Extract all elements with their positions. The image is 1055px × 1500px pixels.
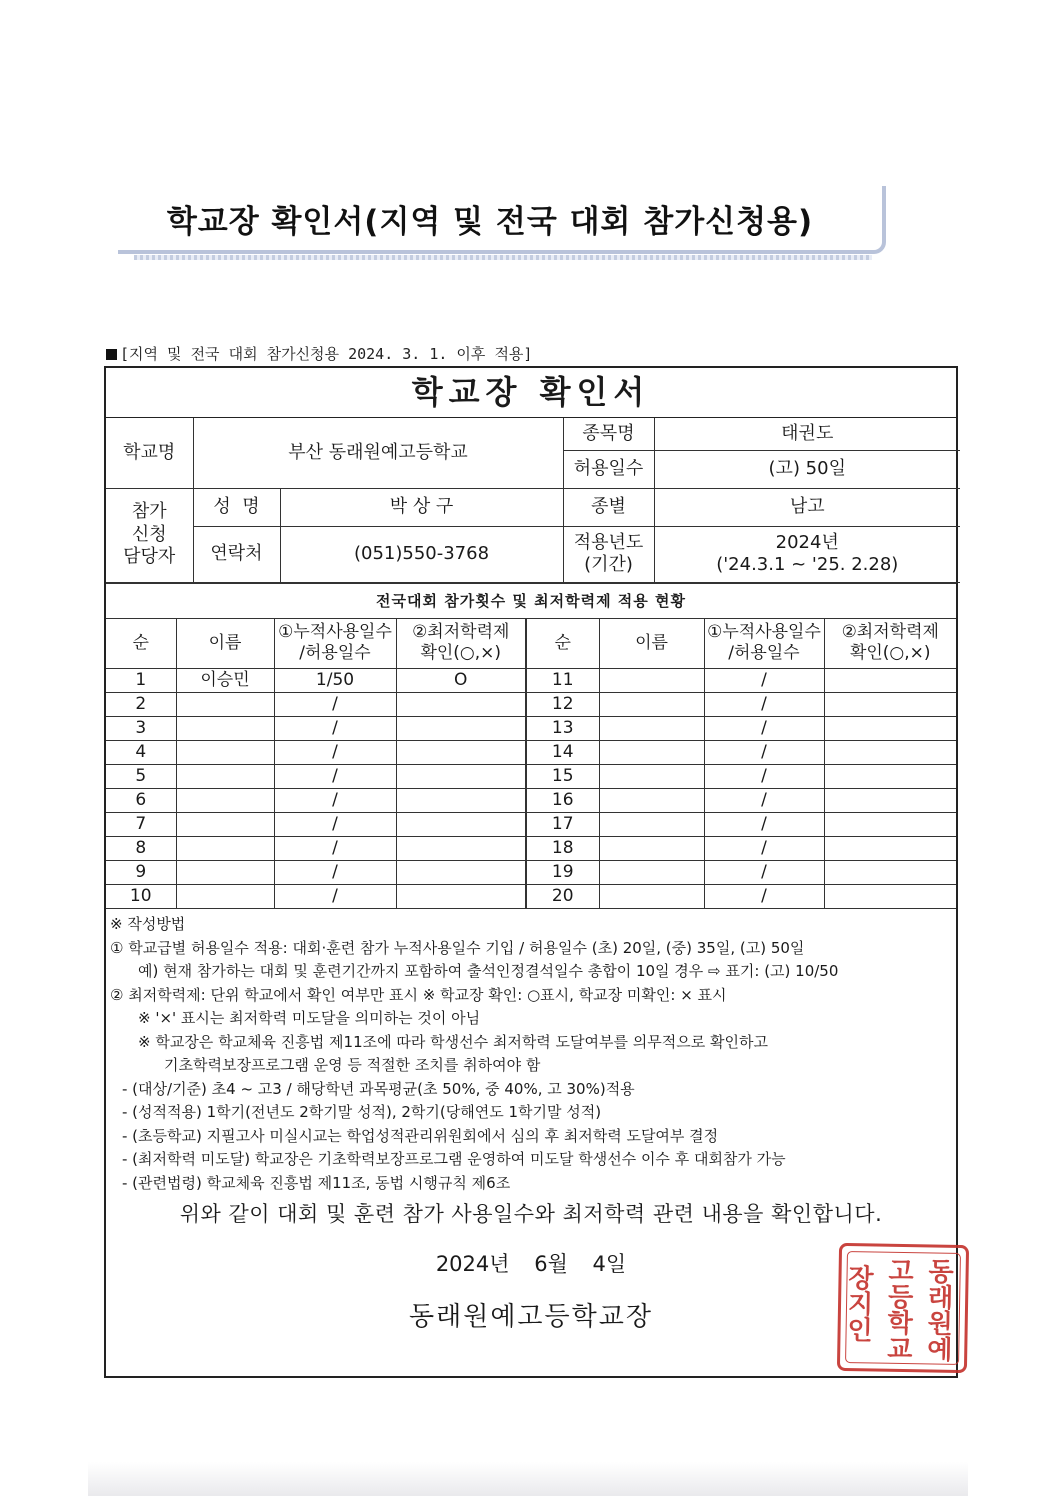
row-name (176, 837, 274, 861)
row-name (176, 717, 274, 741)
status-row (106, 669, 956, 693)
status-row (106, 861, 956, 885)
year-value: 2024년 ('24.3.1 ~ '25. 2.28) (654, 526, 960, 582)
row-number: 14 (526, 741, 599, 765)
seal-text-col3: 장지인 (842, 1263, 874, 1343)
instructions-heading: ※ 작성방법 (110, 915, 186, 933)
row-check (396, 837, 526, 861)
row-number: 2 (106, 693, 176, 717)
status-row (106, 717, 956, 741)
year-label: 적용년도 (기간) (563, 526, 654, 582)
row-days: / (704, 789, 824, 813)
row-number: 3 (106, 717, 176, 741)
form-title: 학교장 확인서 (106, 368, 956, 418)
event-value: 태권도 (654, 418, 960, 450)
header-days: ①누적사용일수 /허용일수 (274, 619, 396, 669)
instruction-line: ※ 학교장은 학교체육 진흥법 제11조에 따라 학생선수 최저학력 도달여부를 의무적으로 확인하고 (138, 1032, 768, 1051)
status-row (106, 693, 956, 717)
row-days: / (704, 669, 824, 693)
row-check (824, 693, 956, 717)
status-row (106, 741, 956, 765)
square-bullet-icon (106, 349, 117, 360)
name-value: 박 상 구 (280, 488, 563, 526)
row-number: 17 (526, 813, 599, 837)
row-days: / (274, 885, 396, 909)
confirmation-statement: 위와 같이 대회 및 훈련 참가 사용일수와 최저학력 관련 내용을 확인합니다. (179, 1202, 883, 1226)
row-name (176, 789, 274, 813)
row-number: 20 (526, 885, 599, 909)
row-name (176, 741, 274, 765)
school-label: 학교명 (106, 418, 193, 488)
row-check (396, 693, 526, 717)
row-name (176, 813, 274, 837)
row-name (176, 861, 274, 885)
row-days: / (704, 813, 824, 837)
row-days: / (704, 693, 824, 717)
row-days: / (704, 885, 824, 909)
contact-value: (051)550-3768 (280, 526, 563, 582)
info-table (106, 418, 960, 583)
row-name (176, 765, 274, 789)
row-name (176, 693, 274, 717)
confirmation-form (104, 366, 958, 1378)
seal-text-col2: 고등학교 (882, 1256, 914, 1362)
instruction-line: - (대상/기준) 초4 ~ 고3 / 해당학년 과목평균(초 50%, 중 40%, 고 30%)적용 (122, 1079, 635, 1098)
row-number: 19 (526, 861, 599, 885)
row-number: 12 (526, 693, 599, 717)
school-value: 부산 동래원예고등학교 (193, 418, 563, 488)
row-check (824, 861, 956, 885)
status-table (106, 619, 956, 910)
row-check (824, 813, 956, 837)
instruction-line: 예) 현재 참가하는 대회 및 훈련기간까지 포함하여 출석인정결석일수 총합이 10일 경우 ⇨ 표기: (고) 10/50 (138, 962, 839, 980)
row-check (824, 669, 956, 693)
header-no: 순 (526, 619, 599, 669)
notice-text: [지역 및 전국 대회 참가신청용 2024. 3. 1. 이후 적용] (120, 345, 533, 363)
row-check (824, 789, 956, 813)
row-number: 9 (106, 861, 176, 885)
row-days: / (274, 765, 396, 789)
row-name (599, 717, 704, 741)
row-number: 7 (106, 813, 176, 837)
row-days: / (704, 741, 824, 765)
row-name (599, 741, 704, 765)
row-check (824, 837, 956, 861)
instruction-line: ② 최저학력제: 단위 학교에서 확인 여부만 표시 ※ 학교장 확인: ○표시, 학교장 미확인: × 표시 (110, 985, 727, 1004)
header-no: 순 (106, 619, 176, 669)
row-number: 8 (106, 837, 176, 861)
row-check (396, 861, 526, 885)
row-check: O (396, 669, 526, 693)
principal-signature: 동래원예고등학교장 (408, 1302, 654, 1332)
header-check: ②최저학력제 확인(○,×) (396, 619, 526, 669)
instruction-line: - (초등학교) 지필고사 미실시교는 학업성적관리위원회에서 심의 후 최저학력 도달여부 결정 (122, 1126, 719, 1145)
row-name (599, 765, 704, 789)
instruction-line: - (성적적용) 1학기(전년도 2학기말 성적), 2학기(당해연도 1학기말 성적) (122, 1103, 602, 1121)
status-row (106, 837, 956, 861)
row-number: 1 (106, 669, 176, 693)
row-name (599, 885, 704, 909)
row-number: 10 (106, 885, 176, 909)
instructions (106, 909, 956, 1195)
row-days: / (704, 717, 824, 741)
row-check (824, 741, 956, 765)
row-days: / (704, 837, 824, 861)
name-label: 성 명 (193, 488, 280, 526)
row-days: / (274, 813, 396, 837)
row-number: 4 (106, 741, 176, 765)
status-header-row (106, 619, 956, 669)
applicant-label: 참가 신청 담당자 (106, 488, 193, 582)
issue-date: 2024년 6월 4일 (435, 1252, 627, 1276)
row-number: 6 (106, 789, 176, 813)
row-number: 16 (526, 789, 599, 813)
instruction-line: ① 학교급별 허용일수 적용: 대회·훈련 참가 누적사용일수 기입 / 허용일수 (초) 20일, (중) 35일, (고) 50일 (110, 938, 805, 957)
row-name (176, 885, 274, 909)
instruction-line: 기초학력보장프로그램 운영 등 적절한 조치를 취하여야 함 (164, 1056, 541, 1074)
header-days: ①누적사용일수 /허용일수 (704, 619, 824, 669)
event-label: 종목명 (563, 418, 654, 450)
row-check (396, 885, 526, 909)
row-number: 11 (526, 669, 599, 693)
row-days: 1/50 (274, 669, 396, 693)
row-days: / (274, 693, 396, 717)
status-row (106, 789, 956, 813)
instruction-line: - (관련법령) 학교체육 진흥법 제11조, 동법 시행규칙 제6조 (122, 1173, 511, 1192)
status-row (106, 765, 956, 789)
row-days: / (704, 765, 824, 789)
row-name (599, 669, 704, 693)
row-name: 이승민 (176, 669, 274, 693)
row-check (396, 741, 526, 765)
row-days: / (274, 861, 396, 885)
row-days: / (704, 861, 824, 885)
page-title: 학교장 확인서(지역 및 전국 대회 참가신청용) (166, 204, 814, 240)
row-name (599, 813, 704, 837)
category-label: 종별 (563, 488, 654, 526)
instruction-line: ※ '×' 표시는 최저학력 미도달을 의미하는 것이 아님 (138, 1009, 481, 1027)
header-banner (118, 186, 886, 254)
row-name (599, 789, 704, 813)
category-value: 남고 (654, 488, 960, 526)
instruction-line: - (최저학력 미도달) 학교장은 기초학력보장프로그램 운영하여 미도달 학생선수 이수 후 대회참가 가능 (122, 1150, 786, 1168)
row-name (599, 693, 704, 717)
row-days: / (274, 741, 396, 765)
allow-label: 허용일수 (563, 450, 654, 488)
row-days: / (274, 837, 396, 861)
row-check (824, 765, 956, 789)
header-check: ②최저학력제 확인(○,×) (824, 619, 956, 669)
status-row (106, 885, 956, 909)
status-row (106, 813, 956, 837)
row-check (396, 789, 526, 813)
status-title: 전국대회 참가횟수 및 최저학력제 적용 현황 (106, 583, 956, 619)
row-name (599, 861, 704, 885)
header-name: 이름 (599, 619, 704, 669)
row-check (396, 813, 526, 837)
school-seal-stamp (837, 1243, 969, 1373)
row-check (396, 717, 526, 741)
contact-label: 연락처 (193, 526, 280, 582)
header-name: 이름 (176, 619, 274, 669)
row-number: 18 (526, 837, 599, 861)
row-number: 5 (106, 765, 176, 789)
row-name (599, 837, 704, 861)
row-number: 15 (526, 765, 599, 789)
row-check (824, 717, 956, 741)
row-check (396, 765, 526, 789)
row-days: / (274, 789, 396, 813)
row-days: / (274, 717, 396, 741)
seal-text-col1: 동래원예 (922, 1257, 954, 1362)
applicability-notice (106, 343, 532, 364)
allow-value: (고) 50일 (654, 450, 960, 488)
row-number: 13 (526, 717, 599, 741)
row-check (824, 885, 956, 909)
